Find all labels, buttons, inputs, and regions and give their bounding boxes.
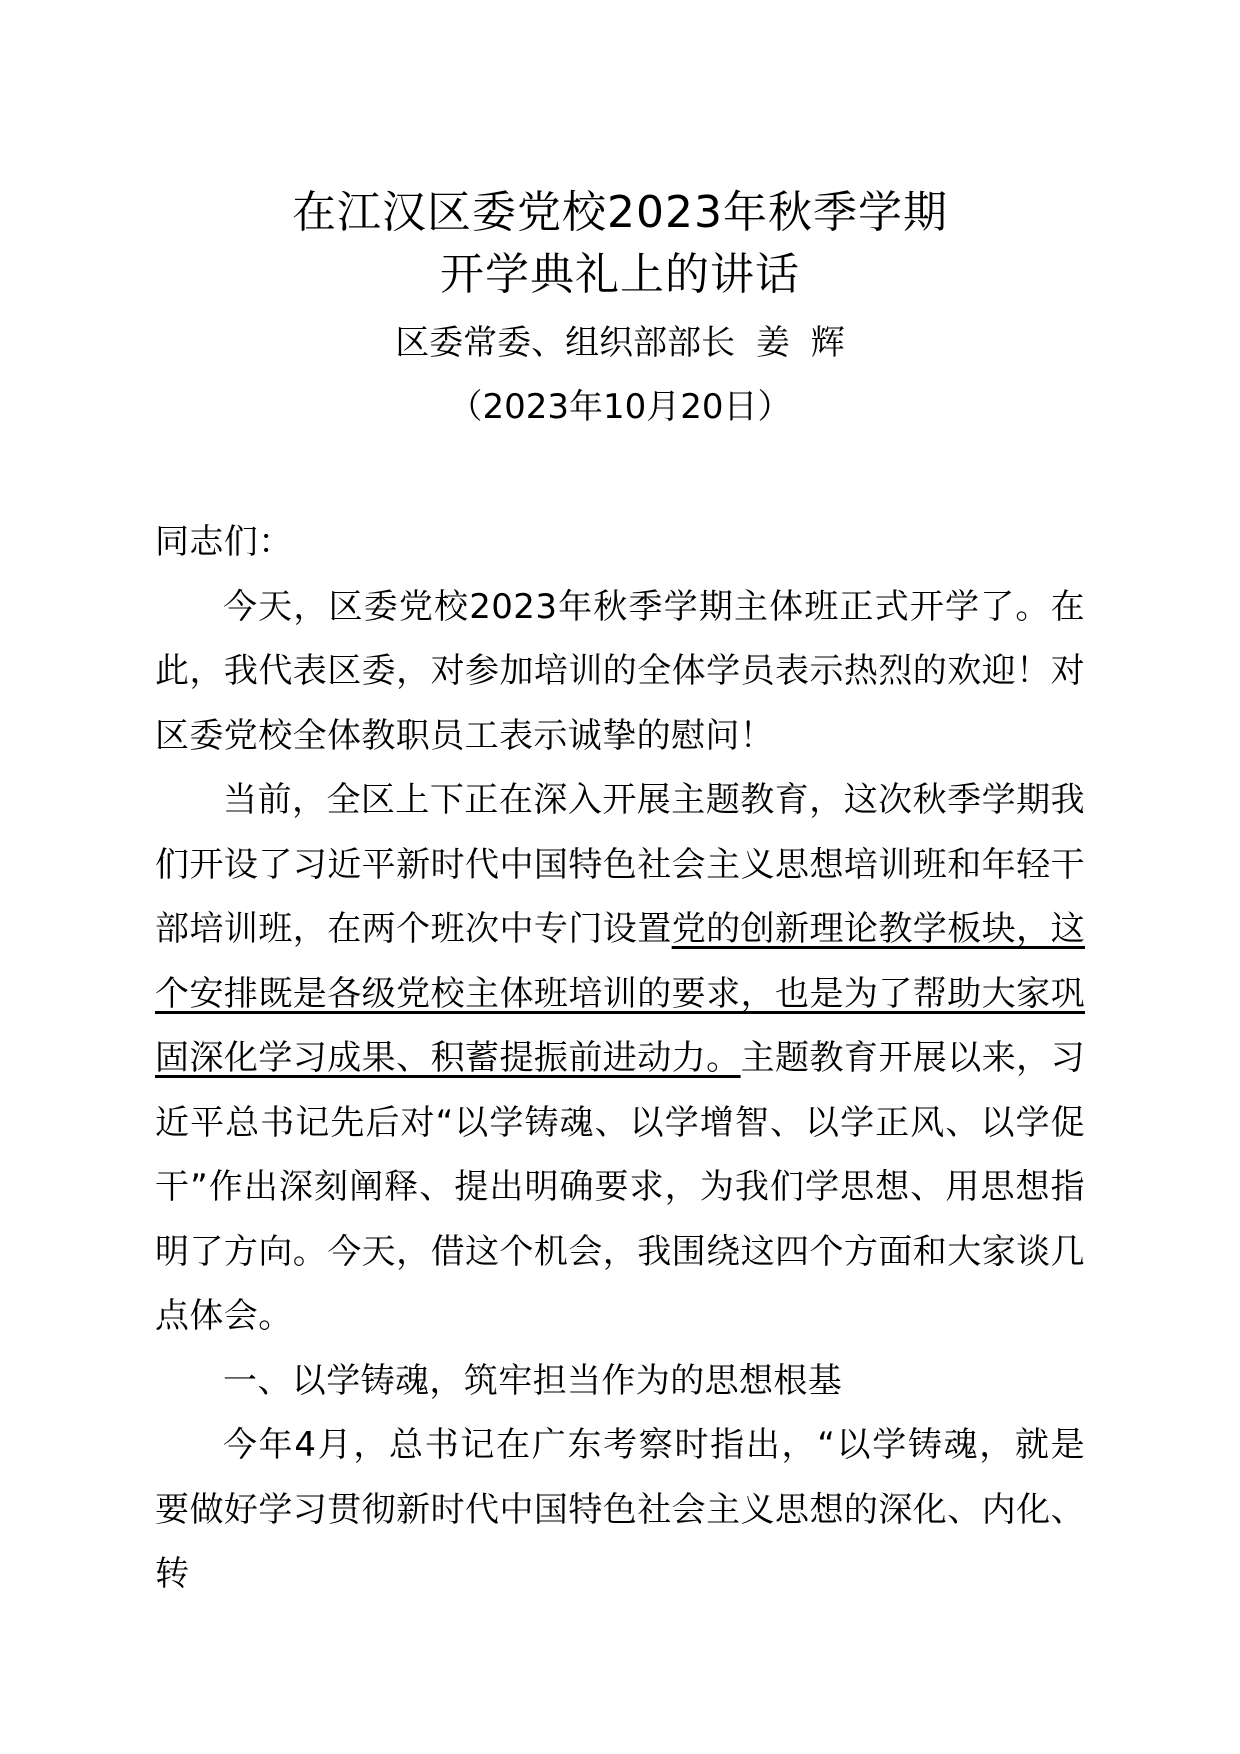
speech-date: （2023年10月20日） — [448, 387, 792, 427]
section-heading-1: 一、以学铸魂，筑牢担当作为的思想根基 — [223, 1360, 843, 1401]
paragraph-welcome: 今天，区委党校2023年秋季学期主体班正式开学了。在此，我代表区委，对参加培训的全体学员表示热烈的欢迎！对区委党校全体教职员工表示诚挚的慰问！ — [155, 586, 1085, 756]
paragraph-theme-education — [155, 768, 1085, 1349]
paragraph-theme-text-a: 当前，全区上下正在深入开展主题教育，这次秋季学期我们开设了习近平新时代中国特色社会主义思想培训班和年轻干部培训班，在两个班次中专门设置 — [155, 780, 1085, 949]
paragraph-theme-text-b: 主题教育开展以来，习近平总书记先后对“以学铸魂、以学增智、以学正风、以学促干”作出深刻阐释、提出明确要求，为我们学思想、用思想指明了方向。今天，借这个机会，我围绕这四个方面和大家谈几点体会。 — [155, 1038, 1085, 1336]
speech-title-line-2: 开学典礼上的讲话 — [440, 249, 800, 300]
salutation: 同志们： — [155, 522, 293, 562]
speech-title-line-1: 在江汉区委党校2023年秋季学期 — [292, 187, 948, 238]
paragraph-section-1: 今年4月，总书记在广东考察时指出，“以学铸魂，就是要做好学习贯彻新时代中国特色社会主义思想的深化、内化、转 — [155, 1425, 1085, 1594]
speech-body — [155, 510, 1085, 1607]
underlined-passage: 党的创新理论教学板块，这个安排既是各级党校主体班培训的要求，也是为了帮助大家巩固深化学习成果、积蓄提振前进动力。 — [155, 909, 1085, 1078]
speaker-byline: 区委常委、组织部部长 姜 辉 — [395, 323, 845, 363]
